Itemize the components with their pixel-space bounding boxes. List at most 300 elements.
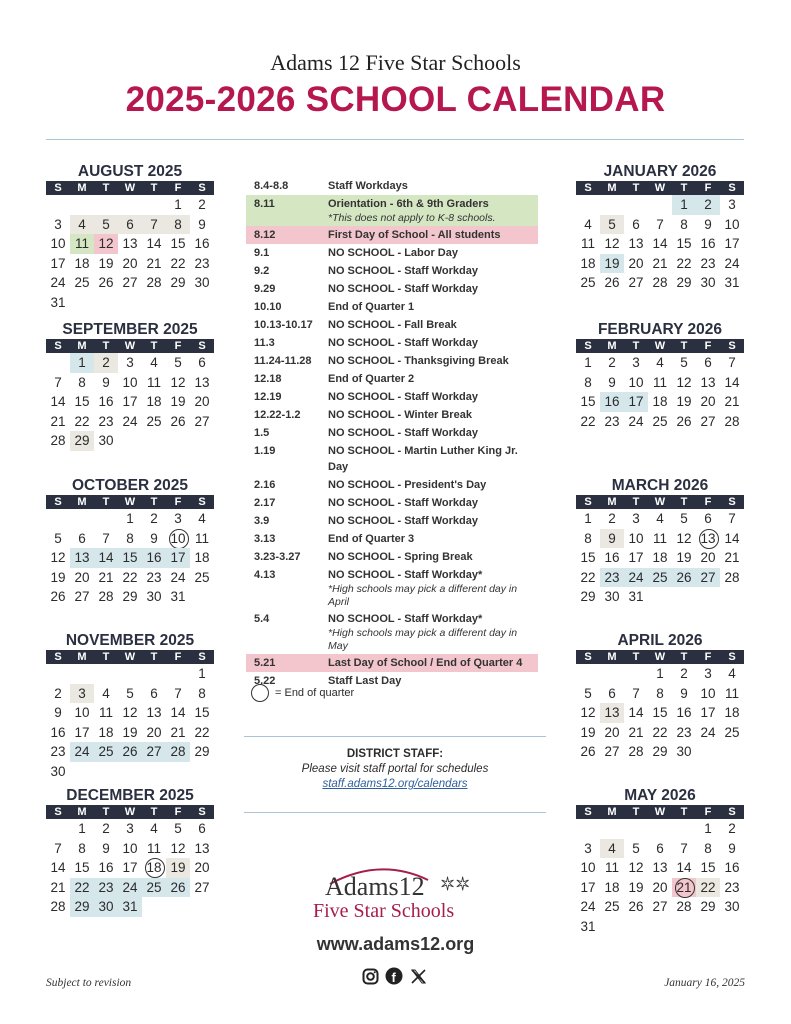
divider	[244, 736, 546, 737]
event-row	[246, 530, 538, 548]
day-cell: 21	[672, 878, 696, 898]
day-cell: 1	[78, 821, 86, 836]
day-cell: 13	[194, 374, 210, 390]
day-cell: 31	[50, 294, 66, 310]
day-cell: 6	[632, 216, 640, 232]
weekday-label: S	[584, 806, 592, 818]
day-cell: 10	[50, 236, 66, 251]
empty-day	[46, 509, 70, 529]
weekday-label: M	[607, 182, 617, 194]
event-title: NO SCHOOL - President's Day	[328, 479, 487, 491]
weekday-label: T	[680, 496, 688, 508]
day-cell: 8	[656, 685, 664, 701]
day-cell: 20	[604, 724, 620, 740]
event-title: NO SCHOOL - Staff Workday	[328, 265, 478, 277]
day-cell: 8	[680, 216, 688, 232]
day-cell: 6	[150, 685, 158, 701]
event-title: NO SCHOOL - Staff Workday	[328, 337, 478, 349]
website-link[interactable]: www.adams12.org	[316, 934, 475, 954]
event-date: 1.5	[254, 427, 270, 439]
weekday-label: S	[54, 806, 62, 818]
weekday-label: M	[607, 651, 617, 663]
day-cell: 26	[50, 589, 66, 604]
day-cell: 23	[194, 255, 210, 271]
event-date: 8.4-8.8	[254, 180, 289, 192]
event-date: 9.29	[254, 283, 276, 295]
weekday-label: S	[198, 806, 206, 818]
day-cell: 31	[170, 589, 186, 604]
day-cell: 3	[126, 821, 134, 836]
day-cell: 28	[676, 899, 692, 914]
day-cell: 8	[584, 530, 592, 546]
day-cell: 6	[198, 355, 206, 370]
day-cell: 23	[676, 724, 692, 740]
event-date: 1.19	[254, 445, 276, 457]
day-cell: 10	[166, 529, 190, 549]
event-date: 5.22	[254, 675, 276, 687]
event-title: End of Quarter 1	[328, 301, 415, 313]
day-cell: 4	[728, 666, 736, 681]
event-row	[246, 566, 538, 610]
day-cell: 7	[656, 216, 664, 232]
weekday-label: T	[150, 651, 158, 663]
day-cell: 21	[170, 724, 186, 740]
day-cell: 11	[580, 236, 595, 251]
day-cell: 14	[724, 530, 740, 546]
day-cell: 21	[628, 724, 644, 740]
weekday-label: S	[54, 496, 62, 508]
day-cell: 17	[628, 550, 644, 565]
weekday-label: F	[174, 651, 182, 663]
event-date: 12.22-1.2	[254, 409, 301, 421]
footer-note: Subject to revision	[46, 977, 132, 989]
day-cell: 20	[700, 550, 716, 565]
day-cell: 23	[146, 569, 162, 585]
day-cell: 18	[604, 879, 620, 895]
day-cell: 6	[656, 840, 664, 856]
day-cell: 30	[724, 899, 740, 914]
event-date: 3.23-3.27	[254, 551, 301, 563]
day-cell: 28	[628, 744, 644, 759]
day-cell: 1	[704, 821, 712, 836]
empty-day	[142, 664, 166, 684]
day-cell: 22	[122, 569, 138, 585]
month-title: SEPTEMBER 2025	[62, 321, 198, 338]
day-cell: 16	[98, 860, 114, 875]
day-cell: 25	[74, 275, 90, 290]
day-cell: 13	[146, 705, 162, 720]
day-cell: 14	[724, 374, 740, 390]
weekday-label: S	[198, 496, 206, 508]
event-text	[328, 611, 538, 653]
day-cell: 28	[98, 589, 114, 604]
day-cell: 18	[74, 255, 90, 271]
day-cell: 2	[102, 821, 110, 836]
empty-day	[648, 819, 672, 839]
day-cell: 24	[624, 568, 648, 588]
event-note: *This does not apply to K-8 schools.	[328, 212, 496, 224]
month-title: DECEMBER 2025	[66, 787, 194, 804]
weekday-label: W	[124, 182, 136, 194]
empty-day	[624, 195, 648, 215]
day-cell: 17	[724, 236, 740, 251]
day-cell: 17	[700, 705, 716, 720]
day-cell: 24	[580, 899, 596, 914]
weekday-header	[576, 339, 744, 353]
day-cell: 27	[604, 744, 620, 759]
weekday-label: F	[704, 182, 712, 194]
event-text	[328, 227, 538, 243]
event-text	[328, 425, 538, 441]
event-title: NO SCHOOL - Spring Break	[328, 551, 473, 563]
day-cell: 25	[652, 413, 668, 429]
day-cell: 2	[728, 821, 736, 836]
event-title: Orientation - 6th & 9th Graders	[328, 198, 489, 210]
x-icon[interactable]	[409, 967, 427, 985]
day-cell: 3	[632, 355, 640, 370]
empty-day	[94, 664, 118, 684]
event-title: Staff Workdays	[328, 180, 408, 192]
instagram-icon[interactable]	[361, 967, 379, 985]
event-title: NO SCHOOL - Staff Workday	[328, 283, 478, 295]
day-cell: 12	[170, 840, 186, 856]
day-cell: 19	[166, 858, 190, 878]
event-text	[328, 317, 538, 333]
day-cell: 15	[700, 860, 716, 875]
weekday-label: T	[150, 182, 158, 194]
day-cell: 18	[652, 550, 668, 565]
divider	[244, 812, 546, 813]
weekday-label: S	[198, 651, 206, 663]
day-cell: 18	[652, 394, 668, 409]
weekday-label: S	[198, 340, 206, 352]
weekday-label: M	[607, 496, 617, 508]
empty-day	[142, 195, 166, 215]
day-cell: 2	[608, 511, 616, 526]
event-date: 8.12	[254, 229, 276, 241]
weekday-label: T	[102, 496, 110, 508]
event-date: 8.11	[254, 198, 275, 210]
day-cell: 24	[50, 275, 66, 290]
day-cell: 4	[600, 839, 624, 859]
month-title: FEBRUARY 2026	[597, 321, 723, 338]
day-cell: 22	[194, 724, 210, 740]
day-cell: 3	[584, 840, 592, 856]
day-cell: 31	[724, 275, 740, 290]
staff-link[interactable]: staff.adams12.org/calendars	[322, 778, 468, 790]
event-row	[246, 280, 538, 298]
org-name: Adams 12 Five Star Schools	[270, 50, 521, 75]
legend	[251, 684, 354, 702]
weekday-header	[576, 495, 744, 509]
day-cell: 5	[600, 215, 624, 235]
day-cell: 22	[652, 724, 668, 740]
day-cell: 27	[696, 568, 720, 588]
day-cell: 5	[174, 355, 182, 370]
weekday-header	[576, 650, 744, 664]
day-cell: 16	[600, 392, 624, 412]
day-cell: 28	[146, 275, 162, 290]
day-cell: 29	[676, 275, 692, 290]
day-cell: 5	[680, 511, 688, 526]
day-cell: 17	[50, 255, 66, 271]
empty-day	[576, 195, 600, 215]
logo-line2: Five Star Schools	[313, 900, 455, 922]
day-cell: 30	[676, 744, 692, 759]
day-cell: 31	[118, 897, 142, 917]
logo-line1: Adams12	[325, 872, 425, 901]
empty-day	[70, 509, 94, 529]
weekday-label: W	[124, 340, 136, 352]
day-cell: 11	[98, 705, 113, 720]
day-cell: 4	[198, 511, 206, 526]
day-cell: 23	[600, 568, 624, 588]
day-cell: 25	[580, 275, 596, 290]
day-cell: 13	[70, 548, 94, 568]
day-cell: 27	[194, 413, 210, 429]
day-cell: 30	[146, 589, 162, 604]
weekday-label: W	[124, 496, 136, 508]
day-cell: 16	[194, 236, 210, 251]
weekday-label: W	[654, 496, 666, 508]
day-cell: 24	[170, 569, 186, 585]
event-title: NO SCHOOL - Staff Workday*	[328, 613, 483, 625]
event-title: NO SCHOOL - Staff Workday	[328, 391, 478, 403]
day-cell: 31	[580, 918, 596, 934]
event-title: End of Quarter 2	[328, 373, 415, 385]
event-title: NO SCHOOL - Staff Workday	[328, 515, 478, 527]
event-text	[328, 531, 538, 547]
weekday-label: S	[584, 496, 592, 508]
weekday-label: T	[680, 806, 688, 818]
empty-day	[46, 195, 70, 215]
day-cell: 14	[50, 860, 66, 875]
day-cell: 27	[652, 899, 668, 914]
day-cell: 4	[150, 355, 158, 370]
day-cell: 21	[98, 569, 114, 585]
weekday-label: S	[54, 340, 62, 352]
day-cell: 29	[70, 897, 94, 917]
day-cell: 11	[652, 530, 667, 546]
day-cell: 30	[94, 897, 118, 917]
event-note: *High schools may pick a different day in April	[328, 583, 518, 608]
event-title: NO SCHOOL - Martin Luther King Jr. Day	[328, 445, 518, 473]
day-cell: 2	[680, 666, 688, 681]
weekday-label: T	[102, 651, 110, 663]
weekday-label: M	[607, 340, 617, 352]
day-cell: 18	[142, 858, 166, 878]
day-cell: 19	[98, 255, 114, 271]
day-cell: 5	[54, 530, 62, 546]
day-grid	[576, 195, 744, 293]
day-cell: 20	[194, 394, 210, 409]
day-cell: 8	[78, 840, 86, 856]
day-cell: 1	[584, 511, 592, 526]
day-cell: 9	[704, 216, 712, 232]
day-cell: 1	[174, 197, 182, 212]
day-cell: 29	[652, 744, 668, 759]
day-cell: 19	[676, 550, 692, 565]
event-row	[246, 226, 538, 244]
day-cell: 21	[50, 413, 66, 429]
day-cell: 28	[50, 899, 66, 914]
month-calendar	[576, 787, 744, 936]
event-text	[328, 371, 538, 387]
day-cell: 7	[632, 685, 640, 701]
event-date: 11.3	[254, 337, 275, 349]
day-cell: 13	[600, 703, 624, 723]
weekday-label: S	[584, 340, 592, 352]
day-cell: 14	[94, 548, 118, 568]
svg-text:✶✶: ✶✶	[440, 874, 471, 894]
weekday-header	[576, 805, 744, 819]
day-cell: 8	[198, 685, 206, 701]
weekday-label: W	[654, 182, 666, 194]
event-title: End of Quarter 3	[328, 533, 415, 545]
month-calendar	[576, 632, 744, 762]
weekday-label: M	[77, 340, 87, 352]
day-cell: 17	[74, 724, 90, 740]
event-text	[328, 299, 538, 315]
day-cell: 27	[628, 275, 644, 290]
day-cell: 15	[74, 860, 90, 875]
day-cell: 9	[102, 374, 110, 390]
event-text	[328, 549, 538, 565]
weekday-label: T	[632, 182, 640, 194]
day-cell: 9	[102, 840, 110, 856]
weekday-label: W	[124, 806, 136, 818]
empty-day	[576, 819, 600, 839]
day-cell: 13	[700, 374, 716, 390]
staff-info	[244, 748, 546, 790]
day-cell: 18	[580, 255, 596, 271]
day-cell: 6	[198, 821, 206, 836]
month-calendar	[576, 163, 744, 293]
weekday-header	[46, 650, 214, 664]
day-cell: 22	[170, 255, 186, 271]
day-cell: 30	[604, 589, 620, 604]
weekday-label: S	[54, 651, 62, 663]
weekday-label: S	[728, 496, 736, 508]
day-cell: 28	[166, 742, 190, 762]
day-cell: 25	[94, 742, 118, 762]
day-cell: 1	[70, 353, 94, 373]
month-calendar	[46, 163, 214, 312]
weekday-label: S	[728, 806, 736, 818]
day-cell: 22	[580, 413, 596, 429]
event-date: 10.13-10.17	[254, 319, 313, 331]
day-cell: 17	[166, 548, 190, 568]
day-cell: 7	[102, 530, 110, 546]
day-cell: 20	[74, 569, 90, 585]
event-row	[246, 442, 538, 476]
event-row	[246, 406, 538, 424]
day-cell: 6	[704, 511, 712, 526]
month-title: AUGUST 2025	[77, 163, 183, 180]
day-cell: 23	[724, 879, 740, 895]
day-cell: 22	[676, 255, 692, 271]
day-cell: 14	[652, 236, 668, 251]
day-cell: 12	[122, 705, 138, 720]
day-cell: 7	[728, 511, 736, 526]
day-cell: 4	[584, 216, 592, 232]
day-cell: 5	[174, 821, 182, 836]
day-cell: 30	[700, 275, 716, 290]
day-cell: 7	[680, 840, 688, 856]
weekday-label: S	[584, 182, 592, 194]
day-cell: 4	[656, 355, 664, 370]
event-note: *High schools may pick a different day in May	[328, 627, 518, 652]
weekday-header	[46, 339, 214, 353]
day-cell: 7	[54, 840, 62, 856]
day-cell: 2	[608, 355, 616, 370]
empty-day	[46, 664, 70, 684]
day-cell: 25	[648, 568, 672, 588]
weekday-label: T	[632, 806, 640, 818]
day-cell: 26	[628, 899, 644, 914]
day-cell: 24	[122, 413, 138, 429]
day-cell: 12	[50, 550, 66, 565]
event-row	[246, 476, 538, 494]
event-title: Last Day of School / End of Quarter 4	[328, 657, 523, 669]
day-cell: 7	[728, 355, 736, 370]
day-grid	[576, 664, 744, 762]
day-cell: 20	[122, 255, 138, 271]
weekday-label: T	[102, 806, 110, 818]
day-cell: 12	[170, 374, 186, 390]
day-cell: 4	[70, 215, 94, 235]
day-cell: 12	[604, 236, 620, 251]
day-cell: 2	[150, 511, 158, 526]
event-date: 4.13	[254, 569, 276, 581]
day-cell: 24	[700, 724, 716, 740]
day-cell: 25	[142, 878, 166, 898]
day-cell: 12	[580, 705, 596, 720]
event-text	[328, 245, 538, 261]
event-text	[328, 196, 538, 225]
weekday-header	[46, 495, 214, 509]
day-cell: 16	[98, 394, 114, 409]
day-cell: 15	[74, 394, 90, 409]
empty-day	[94, 195, 118, 215]
weekday-label: T	[632, 340, 640, 352]
day-cell: 23	[50, 744, 66, 759]
day-cell: 20	[628, 255, 644, 271]
day-grid	[576, 353, 744, 431]
day-cell: 3	[728, 197, 736, 212]
event-date: 11.24-11.28	[254, 355, 312, 367]
event-row	[246, 370, 538, 388]
weekday-label: W	[124, 651, 136, 663]
day-cell: 24	[70, 742, 94, 762]
event-text	[328, 495, 538, 511]
weekday-label: M	[607, 806, 617, 818]
empty-day	[94, 509, 118, 529]
day-cell: 25	[604, 899, 620, 914]
day-cell: 29	[170, 275, 186, 290]
day-cell: 29	[122, 589, 138, 604]
weekday-label: T	[680, 182, 688, 194]
weekday-label: T	[102, 182, 110, 194]
facebook-icon[interactable]	[385, 967, 403, 985]
divider	[46, 139, 744, 140]
event-date: 2.17	[254, 497, 276, 509]
day-cell: 13	[652, 860, 668, 875]
day-cell: 14	[146, 236, 162, 251]
day-cell: 10	[74, 705, 90, 720]
day-cell: 19	[600, 254, 624, 274]
day-cell: 14	[50, 394, 66, 409]
